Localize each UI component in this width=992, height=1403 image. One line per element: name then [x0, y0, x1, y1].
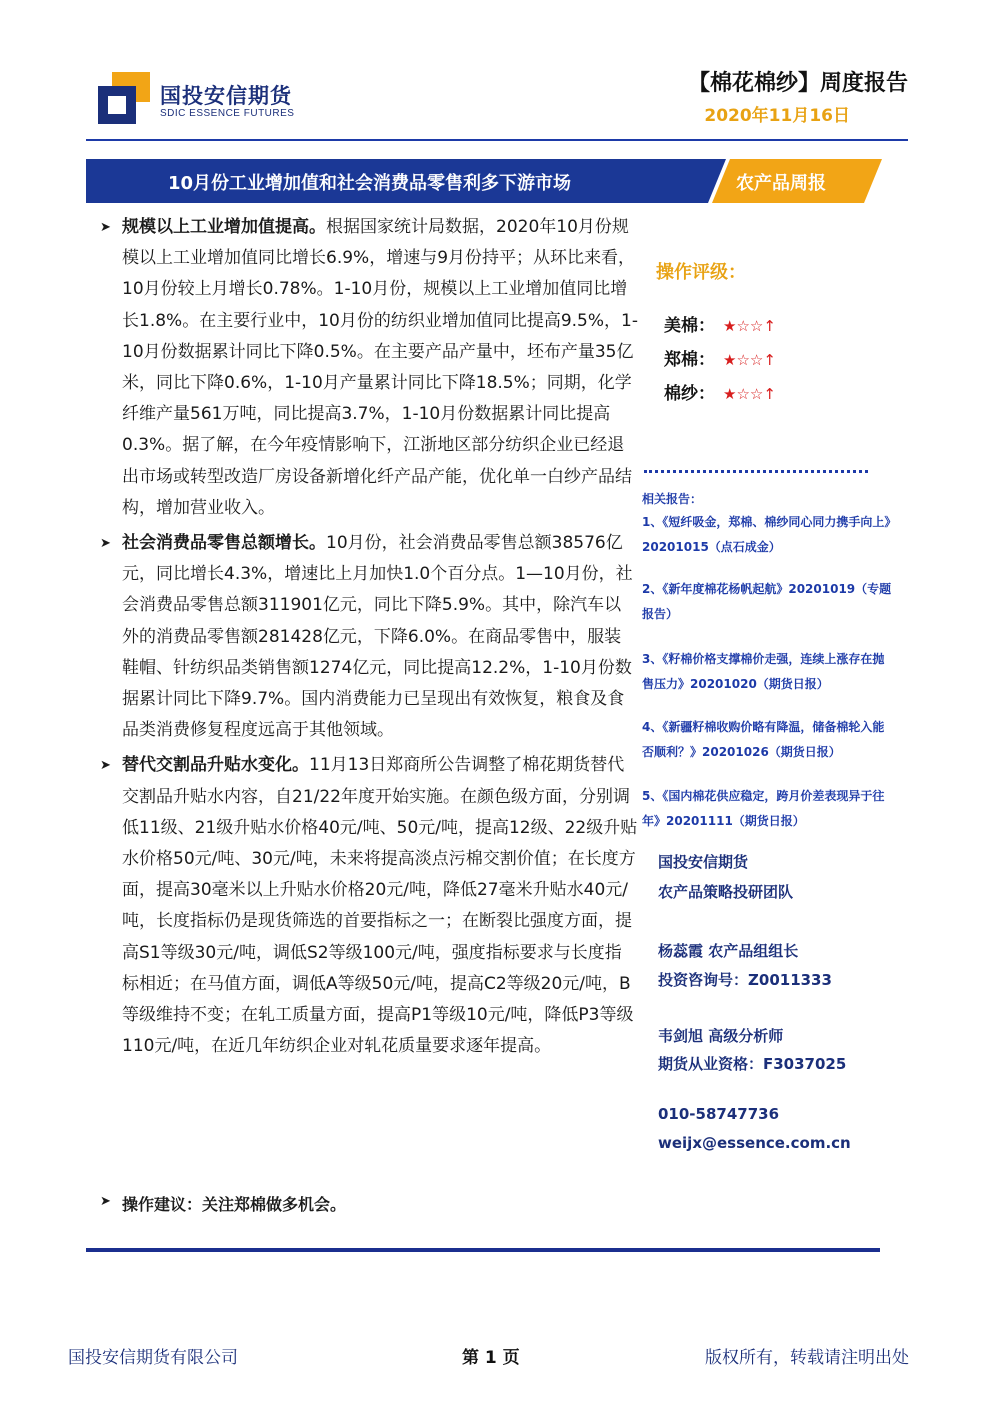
operation-advice [98, 1192, 346, 1215]
related-report-link[interactable]: 1、《短纤吸金，郑棉、棉纱同心同力携手向上》20201015（点石成金） [642, 515, 891, 554]
team-name: 农产品策略投研团队 [658, 883, 794, 901]
report-date: 2020年11月16日 [704, 106, 850, 126]
arrow-bullet-icon: ➤ [100, 1194, 111, 1209]
report-title: 10月份工业增加值和社会消费品零售利多下游市场 [168, 173, 572, 194]
advice-text: 操作建议：关注郑棉做多机会。 [122, 1195, 347, 1214]
related-report-link[interactable]: 2、《新年度棉花杨帆起航》20201019（专题报告） [642, 582, 892, 621]
related-report-link[interactable]: 3、《籽棉价格支撑棉价走强，连续上涨存在抛售压力》20201020（期货日报） [642, 652, 885, 691]
rating-us-cotton [664, 311, 776, 336]
related-report-link[interactable]: 4、《新疆籽棉收购价略有降温，储备棉轮入能否顺利？》20201026（期货日报） [642, 720, 885, 759]
page-number: 第 1 页 [462, 1348, 520, 1368]
arrow-bullet-icon: ➤ [100, 536, 111, 552]
main-content [98, 212, 638, 1062]
report-type: 【棉花棉纱】周度报告 [687, 71, 908, 96]
contact-email[interactable]: weijx@essence.com.cn [658, 1134, 851, 1152]
team-company: 国投安信期货 [658, 853, 749, 871]
section-industrial-output [98, 212, 638, 524]
section-delivery-premium [98, 750, 638, 1062]
rating-label: 郑棉： [664, 350, 715, 370]
analyst-2-name: 韦剑旭 高级分析师 [658, 1027, 784, 1045]
logo-name-cn: 国投安信期货 [160, 84, 292, 108]
contact-phone: 010-58747736 [658, 1105, 780, 1123]
footer-divider [86, 1248, 880, 1252]
arrow-bullet-icon: ➤ [100, 220, 111, 235]
section-retail-sales [98, 528, 638, 746]
rating-cotton-yarn [664, 379, 776, 404]
header-divider [86, 139, 908, 141]
analyst-1-license: 投资咨询号：Z0011333 [658, 971, 832, 989]
rating-label: 美棉： [664, 316, 715, 336]
arrow-bullet-icon: ➤ [100, 758, 111, 774]
related-reports-heading: 相关报告： [642, 492, 703, 506]
rating-stars: ★☆☆↑ [723, 317, 776, 335]
logo-mark-icon [98, 72, 150, 124]
section-body: 根据国家统计局数据，2020年10月份规模以上工业增加值同比增长6.9%，增速与9月份持平；从环比来看，10月份较上月增长0.78%。1-10月份，规模以上工业增加值同比增长1.8%。在主要行业中，10月份的纺织业增加值同比提高9.5%，1-10月份数据累计同比下降0.5%。在主要产品产量中，坯布产量35亿米，同比下降0.6%，1-10月产量累计同比下降18.5%；同期，化学纤维产量561万吨，同比提高3.7%，1-10月份数据累计同比提高0.3%。据了解，在今年疫情影响下，江浙地区部分纺织企业已经退出市场或转型改造厂房设备新增化纤产品产能，优化单一白纱产品结构，增加营业收入。 [122, 217, 638, 518]
company-logo [98, 72, 308, 124]
rating-zhengzhou-cotton [664, 345, 776, 370]
logo-name-en: SDIC ESSENCE FUTURES [160, 108, 295, 119]
analyst-1-name: 杨蕊霞 农产品组组长 [658, 942, 799, 960]
section-heading: 规模以上工业增加值提高。 [122, 217, 326, 237]
analyst-2-license: 期货从业资格：F3037025 [658, 1055, 847, 1073]
related-report-link[interactable]: 5、《国内棉花供应稳定，跨月价差表现异于往年》20201111（期货日报） [642, 789, 885, 828]
rating-title: 操作评级： [656, 262, 746, 283]
report-category: 农产品周报 [736, 173, 826, 194]
section-heading: 替代交割品升贴水变化。 [122, 755, 309, 776]
footer-company: 国投安信期货有限公司 [68, 1348, 238, 1368]
title-banner [86, 159, 882, 203]
rating-label: 棉纱： [664, 384, 715, 404]
section-heading: 社会消费品零售总额增长。 [122, 533, 326, 554]
footer-copyright: 版权所有，转载请注明出处 [705, 1348, 909, 1368]
rating-stars: ★☆☆↑ [723, 385, 776, 403]
section-body: 10月份，社会消费品零售总额38576亿元，同比增长4.3%，增速比上月加快1.0个百分点。1—10月份，社会消费品零售总额311901亿元，同比下降5.9%。其中，除汽车以外的消费品零售额281428亿元，下降6.0%。在商品零售中，服装鞋帽、针纺织品类销售额1274亿元，同比提高12.2%，1-10月份数据累计同比下降9.7%。国内消费能力已呈现出有效恢复，粮食及食品类消费修复程度远高于其他领域。 [122, 533, 633, 741]
sidebar-divider [644, 470, 868, 473]
section-body: 11月13日郑商所公告调整了棉花期货替代交割品升贴水内容，自21/22年度开始实施。在颜色级方面，分别调低11级、21级升贴水价格40元/吨、50元/吨，提高12级、22级升贴水价格50元/吨、30元/吨，未来将提高淡点污棉交割价值；在长度方面，提高30毫米以上升贴水价格20元/吨，降低27毫米升贴水40元/吨，长度指标仍是现货筛选的首要指标之一；在断裂比强度方面，提高S1等级30元/吨，调低S2等级100元/吨，强度指标要求与长度指标相近；在马值方面，调低A等级50元/吨，提高C2等级20元/吨，B等级维持不变；在轧工质量方面，提高P1等级10元/吨，降低P3等级110元/吨，在近几年纺织企业对轧花质量要求逐年提高。 [122, 755, 638, 1057]
rating-stars: ★☆☆↑ [723, 351, 776, 369]
